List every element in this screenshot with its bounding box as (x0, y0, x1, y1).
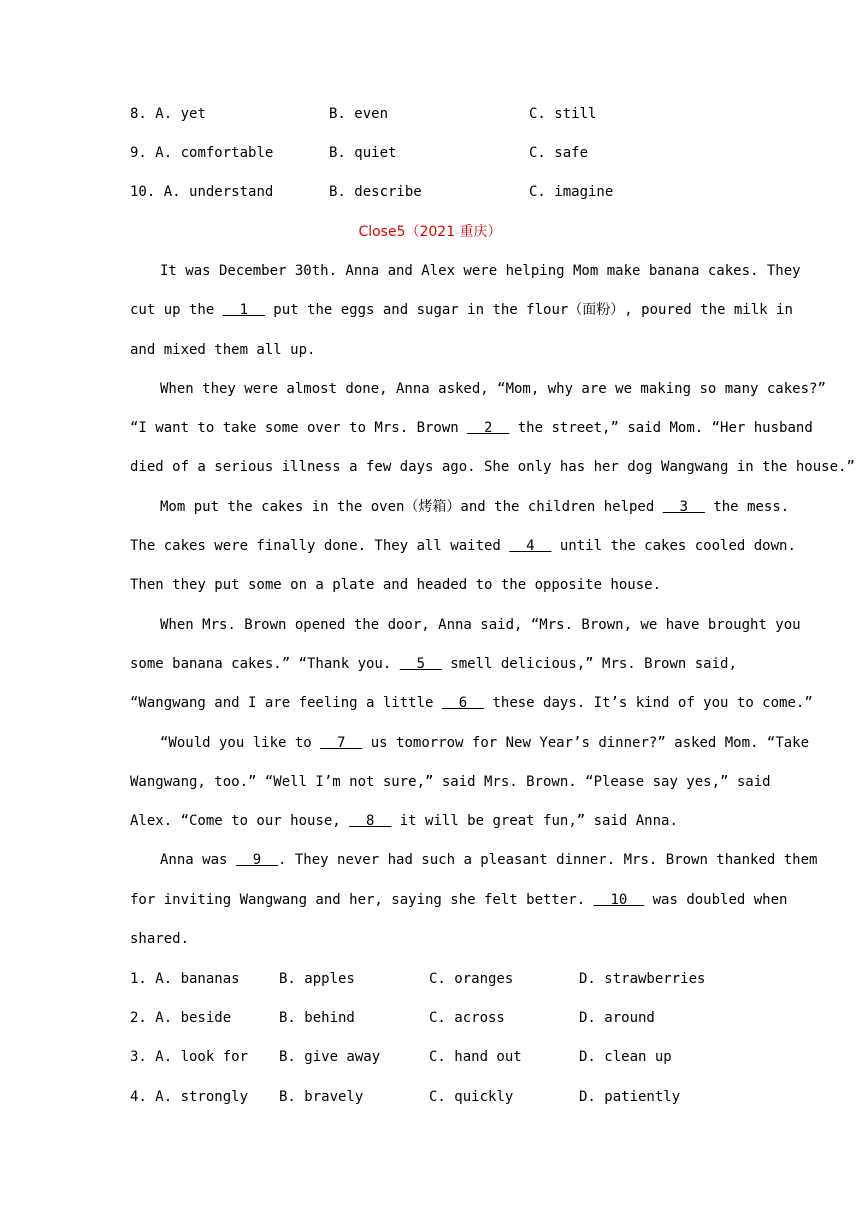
passage-line: The cakes were finally done. They all waited 4 until the cakes cooled down. (130, 538, 796, 555)
passage (130, 252, 855, 959)
passage-line: “I want to take some over to Mrs. Brown 2 the street,” said Mom. “Her husband (130, 420, 813, 437)
passage-line: When Mrs. Brown opened the door, Anna said, “Mrs. Brown, we have brought you (160, 616, 801, 633)
blank-4: 4 (509, 538, 552, 555)
option-c: C. still (529, 106, 597, 122)
blank-9: 9 (235, 852, 279, 869)
option-b: B. apples (279, 971, 355, 987)
passage-line: It was December 30th. Anna and Alex were helping Mom make banana cakes. They (160, 263, 801, 279)
option-b: B. describe (329, 184, 422, 200)
passage-line: When they were almost done, Anna asked, “Mom, why are we making so many cakes?” (160, 380, 826, 397)
option-a: 4. A. strongly (130, 1089, 249, 1105)
option-d: D. clean up (579, 1049, 672, 1065)
option-c: C. across (429, 1010, 505, 1026)
option-c: C. quickly (429, 1089, 514, 1105)
option-b: B. behind (279, 1010, 355, 1026)
option-b: B. quiet (329, 145, 397, 161)
option-d: D. strawberries (579, 971, 706, 987)
option-a: 1. A. bananas (130, 971, 240, 987)
option-a: 8. A. yet (130, 106, 206, 122)
option-d: D. around (579, 1010, 655, 1026)
option-b: B. bravely (279, 1089, 364, 1105)
option-c: C. safe (529, 145, 589, 161)
passage-line: for inviting Wangwang and her, saying she felt better. 10 was doubled when (130, 891, 788, 908)
option-a: 3. A. look for (130, 1049, 249, 1065)
blank-10: 10 (593, 891, 645, 908)
passage-line: cut up the 1 put the eggs and sugar in the flour（面粉）, poured the milk in (130, 302, 793, 319)
blank-2: 2 (467, 420, 510, 437)
option-c: C. oranges (429, 971, 514, 987)
option-d: D. patiently (579, 1089, 681, 1105)
passage-line: shared. (130, 931, 190, 948)
passage-line: Mom put the cakes in the oven（烤箱）and the children helped 3 the mess. (160, 498, 790, 515)
option-a: 2. A. beside (130, 1010, 232, 1026)
blank-7: 7 (320, 734, 363, 751)
blank-1: 1 (222, 302, 265, 319)
passage-line: “Would you like to 7 us tomorrow for New Year’s dinner?” asked Mom. “Take (160, 734, 810, 751)
blank-3: 3 (662, 498, 705, 515)
passage-line: “Wangwang and I are feeling a little 6 these days. It’s kind of you to come.” (130, 695, 813, 712)
passage-line: Wangwang, too.” “Well I’m not sure,” said Mrs. Brown. “Please say yes,” said (130, 773, 771, 790)
passage-line: and mixed them all up. (130, 341, 316, 358)
option-c: C. hand out (429, 1049, 522, 1065)
section-title: Close5（2021 重庆） (358, 224, 502, 240)
option-a: 10. A. understand (130, 184, 274, 200)
passage-line: some banana cakes.” “Thank you. 5 smell delicious,” Mrs. Brown said, (130, 655, 737, 672)
blank-8: 8 (349, 813, 392, 830)
passage-line: Anna was 9 . They never had such a pleasant dinner. Mrs. Brown thanked them (160, 852, 818, 869)
option-b: B. give away (279, 1049, 381, 1065)
option-c: C. imagine (529, 184, 614, 200)
option-b: B. even (329, 106, 389, 122)
passage-line: died of a serious illness a few days ago. She only has her dog Wangwang in the house.” (130, 459, 855, 476)
blank-5: 5 (399, 655, 442, 672)
option-a: 9. A. comfortable (130, 145, 274, 161)
blank-6: 6 (441, 695, 485, 712)
passage-line: Then they put some on a plate and headed to the opposite house. (130, 577, 662, 594)
passage-line: Alex. “Come to our house, 8 it will be great fun,” said Anna. (130, 813, 678, 830)
